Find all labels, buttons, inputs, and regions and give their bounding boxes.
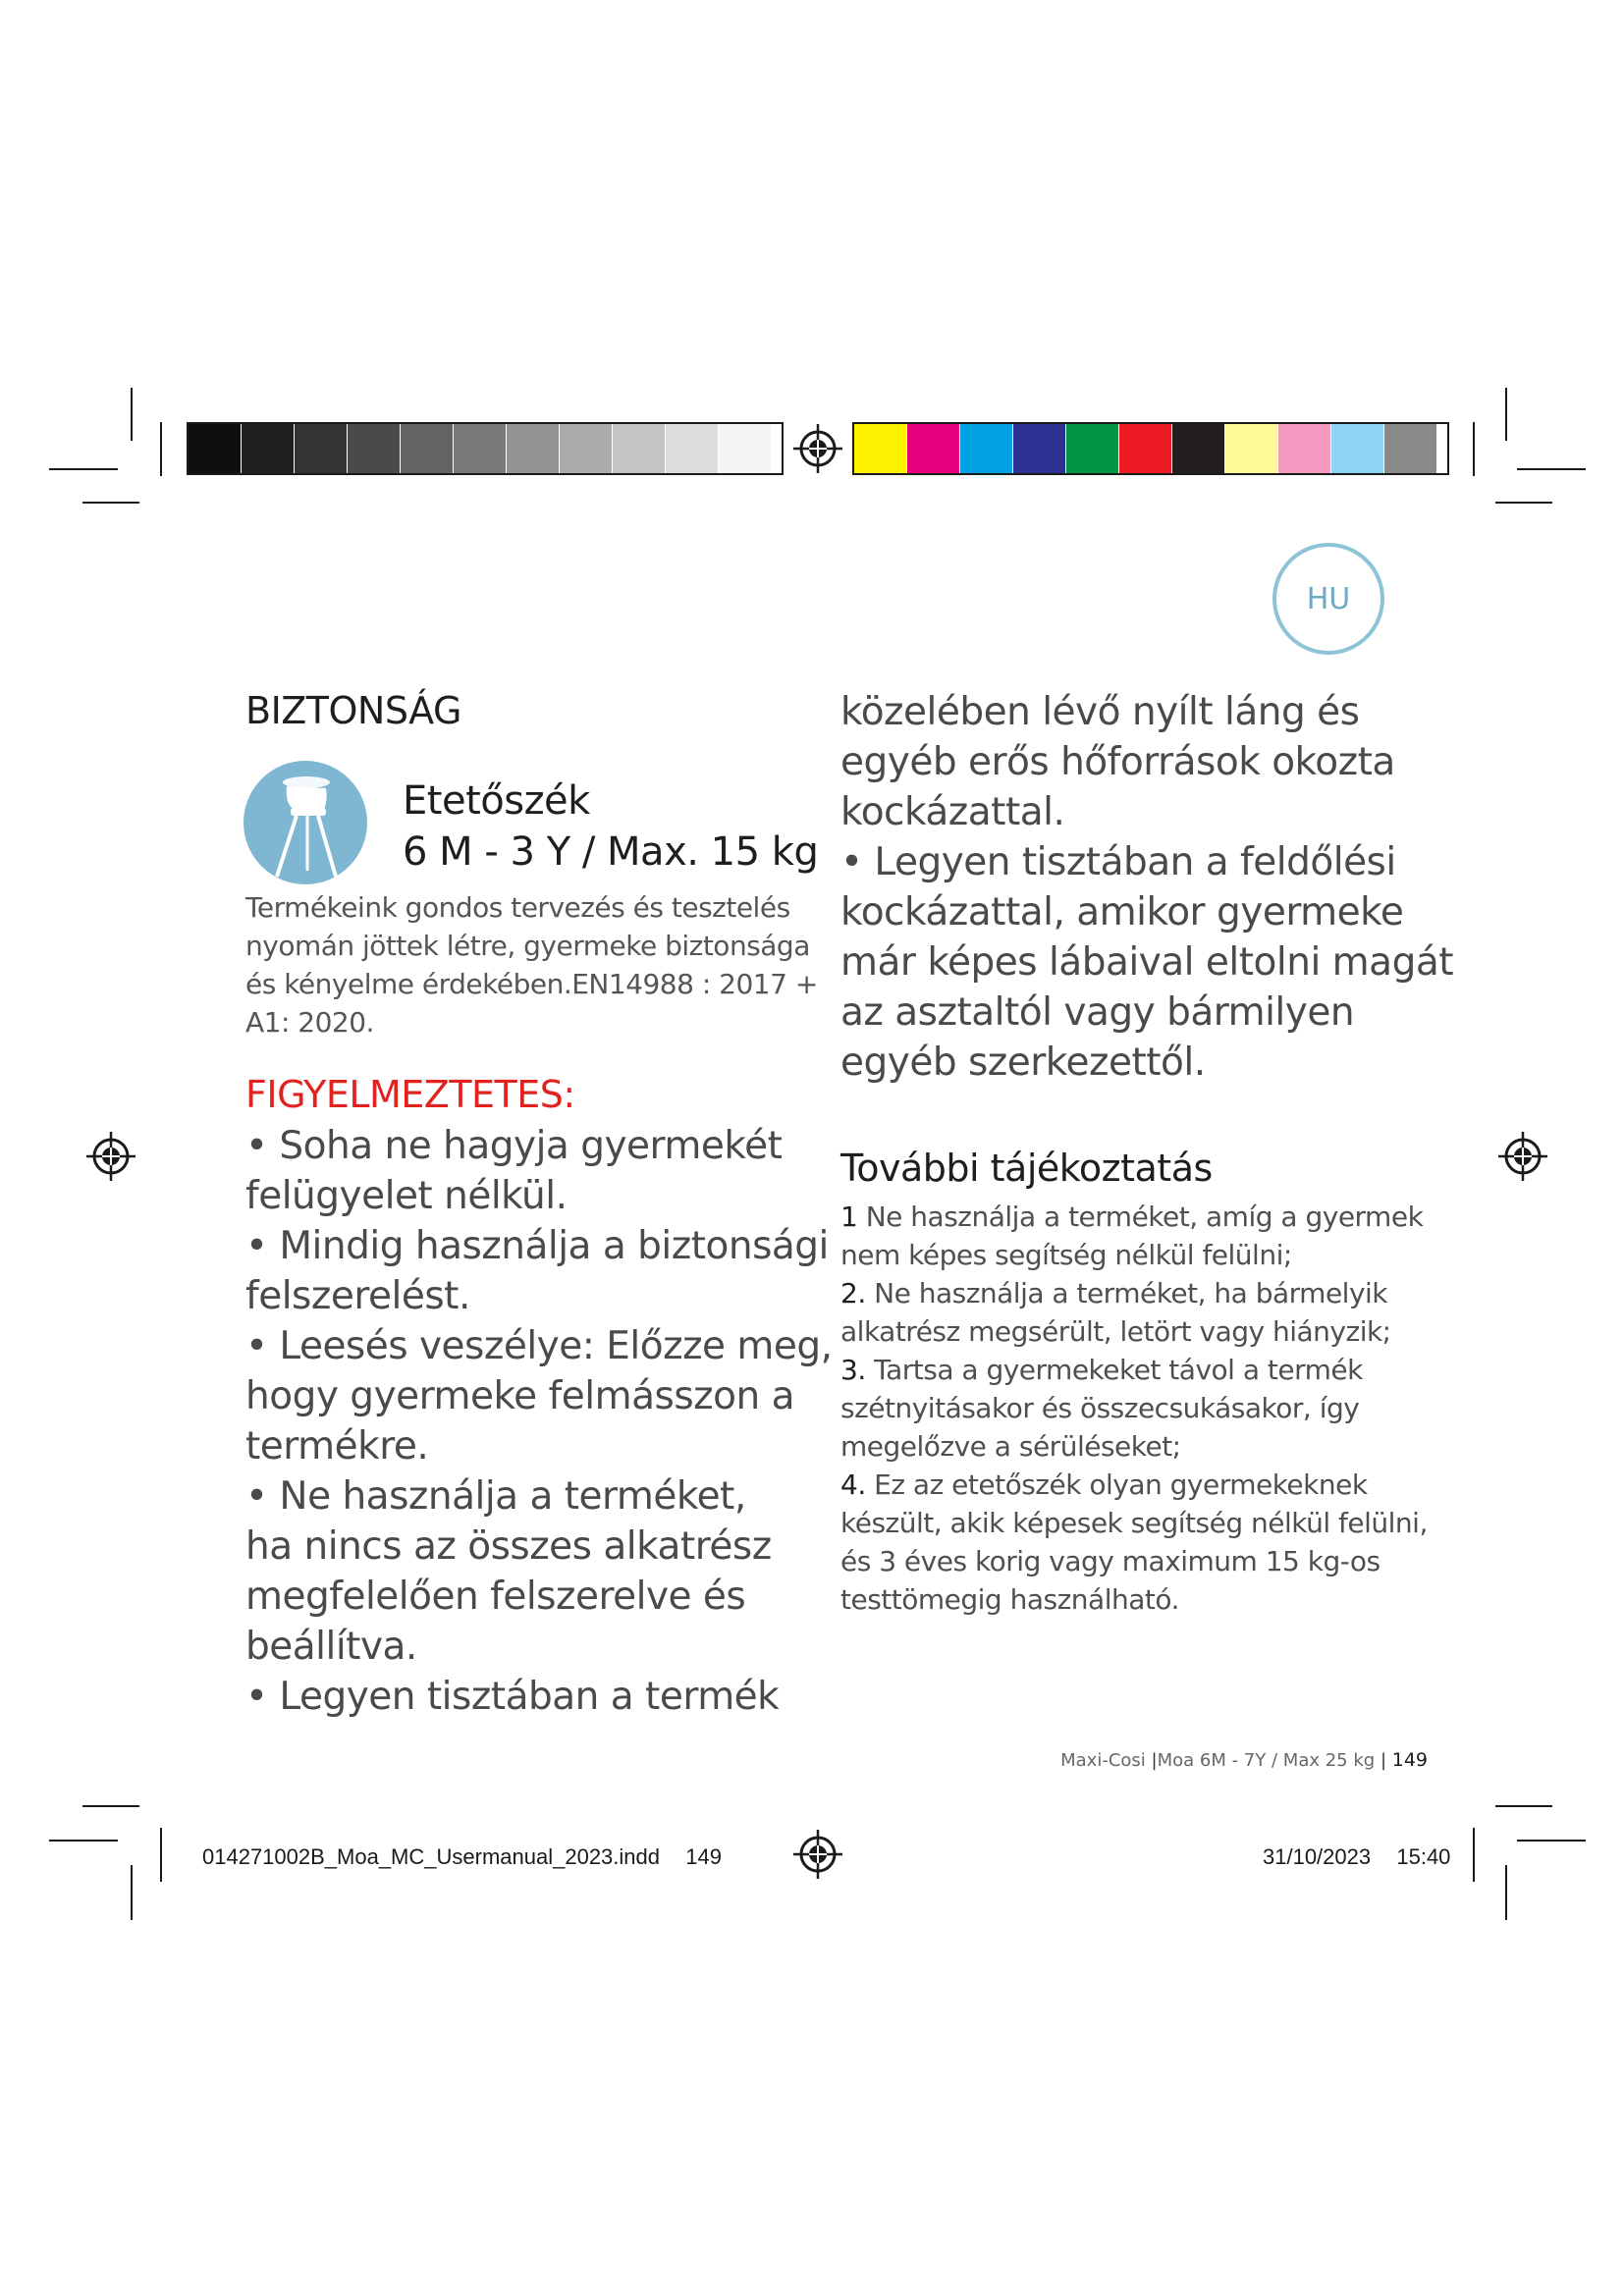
- warning-line: • Mindig használja a biztonsági: [245, 1224, 829, 1268]
- info-item: [840, 1198, 1428, 1236]
- info-number: 2.: [840, 1277, 866, 1309]
- registration-mark-icon: [1498, 1132, 1547, 1181]
- gray-swatch: [454, 424, 507, 473]
- product-name: Etetőszék: [403, 778, 590, 824]
- gray-swatch: [560, 424, 613, 473]
- info-number: 3.: [840, 1354, 866, 1386]
- info-text: és 3 éves korig vagy maximum 15 kg-os: [840, 1545, 1380, 1577]
- warning-line: egyéb szerkezettől.: [840, 1041, 1206, 1085]
- slug-filename: 014271002B_Moa_MC_Usermanual_2023.indd: [202, 1844, 660, 1869]
- slug-time: 15:40: [1396, 1844, 1451, 1869]
- crop-mark: [160, 422, 162, 476]
- print-slug-date: [1263, 1844, 1450, 1870]
- intro-text: [245, 888, 818, 1041]
- intro-line: nyomán jöttek létre, gyermeke biztonsága: [245, 930, 810, 962]
- warning-line: • Leesés veszélye: Előzze meg,: [245, 1324, 833, 1368]
- gray-swatch: [348, 424, 401, 473]
- info-title: További tájékoztatás: [840, 1147, 1213, 1190]
- crop-mark: [1517, 1840, 1586, 1842]
- gray-swatch: [401, 424, 454, 473]
- warning-line: • Ne használja a terméket,: [245, 1474, 746, 1519]
- warning-line: felszerelést.: [245, 1274, 470, 1318]
- registration-mark-icon: [793, 424, 842, 473]
- crop-mark: [131, 1865, 133, 1920]
- color-swatch: [907, 424, 960, 473]
- crop-mark: [1473, 422, 1475, 476]
- crop-mark: [1505, 388, 1507, 441]
- crop-mark: [1473, 1828, 1475, 1882]
- warning-line: • Legyen tisztában a termék: [245, 1675, 780, 1719]
- warning-line: az asztaltól vagy bármilyen: [840, 990, 1355, 1035]
- warning-line: • Soha ne hagyja gyermekét: [245, 1124, 783, 1168]
- crop-mark: [131, 388, 133, 441]
- gray-swatch: [189, 424, 242, 473]
- crop-mark: [1505, 1865, 1507, 1920]
- info-text: Ez az etetőszék olyan gyermekeknek: [874, 1468, 1368, 1501]
- info-text: testtömegig használható.: [840, 1583, 1179, 1616]
- info-text: alkatrész megsérült, letört vagy hiányzik;: [840, 1315, 1391, 1348]
- info-text: Ne használja a terméket, amíg a gyermek: [865, 1201, 1424, 1233]
- crop-mark: [1495, 1805, 1552, 1807]
- warning-line: kockázattal, amikor gyermeke: [840, 890, 1404, 934]
- color-swatch: [1119, 424, 1172, 473]
- slug-date: 31/10/2023: [1263, 1844, 1372, 1869]
- registration-mark-icon: [86, 1132, 135, 1181]
- gray-swatch: [507, 424, 560, 473]
- registration-mark-icon: [793, 1830, 842, 1879]
- section-title: BIZTONSÁG: [245, 689, 461, 732]
- color-swatch: [1331, 424, 1384, 473]
- intro-line: Termékeink gondos tervezés és tesztelés: [245, 891, 790, 924]
- info-text: megelőzve a sérüléseket;: [840, 1430, 1181, 1463]
- color-swatch: [1225, 424, 1278, 473]
- footer-brand: Maxi-Cosi: [1060, 1750, 1146, 1771]
- crop-mark: [82, 1805, 139, 1807]
- gray-swatch: [242, 424, 295, 473]
- process-color-bar: [852, 422, 1449, 475]
- info-list: [840, 1198, 1428, 1619]
- footer-product: Moa 6M - 7Y: [1157, 1750, 1267, 1771]
- info-text: nem képes segítség nélkül felülni;: [840, 1239, 1292, 1271]
- info-text: készült, akik képesek segítség nélkül felülni,: [840, 1507, 1428, 1539]
- info-text: Ne használja a terméket, ha bármelyik: [874, 1277, 1388, 1309]
- color-swatch: [1384, 424, 1437, 473]
- warning-line: termékre.: [245, 1424, 429, 1468]
- info-item: [840, 1466, 1428, 1504]
- warning-line: beállítva.: [245, 1625, 417, 1669]
- page-footer: Maxi-Cosi |Moa 6M - 7Y / Max 25 kg | 149: [1060, 1749, 1428, 1771]
- high-chair-icon: [244, 761, 367, 884]
- crop-mark: [49, 1840, 118, 1842]
- color-swatch: [1278, 424, 1331, 473]
- product-title: [403, 775, 818, 878]
- gray-swatch: [666, 424, 719, 473]
- color-swatch: [854, 424, 907, 473]
- product-spec: 6 M - 3 Y / Max. 15 kg: [403, 829, 819, 875]
- language-badge: [1272, 543, 1384, 655]
- crop-mark: [1517, 468, 1586, 470]
- page-number: 149: [1391, 1749, 1428, 1771]
- info-item: [840, 1351, 1428, 1389]
- info-number: 4.: [840, 1468, 866, 1501]
- warnings-right: [840, 687, 1453, 1088]
- print-slug-file: [202, 1844, 722, 1870]
- warning-title: FIGYELMEZTETES:: [245, 1073, 575, 1116]
- intro-line: A1: 2020.: [245, 1006, 374, 1039]
- info-text: Tartsa a gyermekeket távol a termék: [874, 1354, 1363, 1386]
- warnings-left: [245, 1121, 833, 1722]
- footer-weight: / Max 25 kg: [1272, 1750, 1376, 1771]
- warning-line: már képes lábaival eltolni magát: [840, 940, 1454, 985]
- warning-line: hogy gyermeke felmásszon a: [245, 1374, 794, 1418]
- color-swatch: [1013, 424, 1066, 473]
- info-number: 1: [840, 1201, 858, 1233]
- gray-color-bar: [187, 422, 784, 475]
- crop-mark: [49, 468, 118, 470]
- color-swatch: [1172, 424, 1225, 473]
- warning-line: egyéb erős hőforrások okozta: [840, 740, 1395, 784]
- color-swatch: [960, 424, 1013, 473]
- gray-swatch: [613, 424, 666, 473]
- warning-line: • Legyen tisztában a feldőlési: [840, 840, 1396, 884]
- language-badge-label: HU: [1306, 581, 1351, 616]
- info-text: szétnyitásakor és összecsukásakor, így: [840, 1392, 1360, 1424]
- warning-line: felügyelet nélkül.: [245, 1174, 568, 1218]
- gray-swatch: [719, 424, 772, 473]
- info-item: [840, 1274, 1428, 1312]
- gray-swatch: [295, 424, 348, 473]
- color-swatch: [1066, 424, 1119, 473]
- warning-line: közelében lévő nyílt láng és: [840, 690, 1360, 734]
- warning-line: ha nincs az összes alkatrész: [245, 1524, 772, 1569]
- crop-mark: [160, 1828, 162, 1882]
- slug-page: 149: [685, 1844, 722, 1869]
- crop-mark: [1495, 502, 1552, 504]
- warning-line: kockázattal.: [840, 790, 1065, 834]
- warning-line: megfelelően felszerelve és: [245, 1575, 746, 1619]
- crop-mark: [82, 502, 139, 504]
- intro-line: és kényelme érdekében.EN14988 : 2017 +: [245, 968, 818, 1000]
